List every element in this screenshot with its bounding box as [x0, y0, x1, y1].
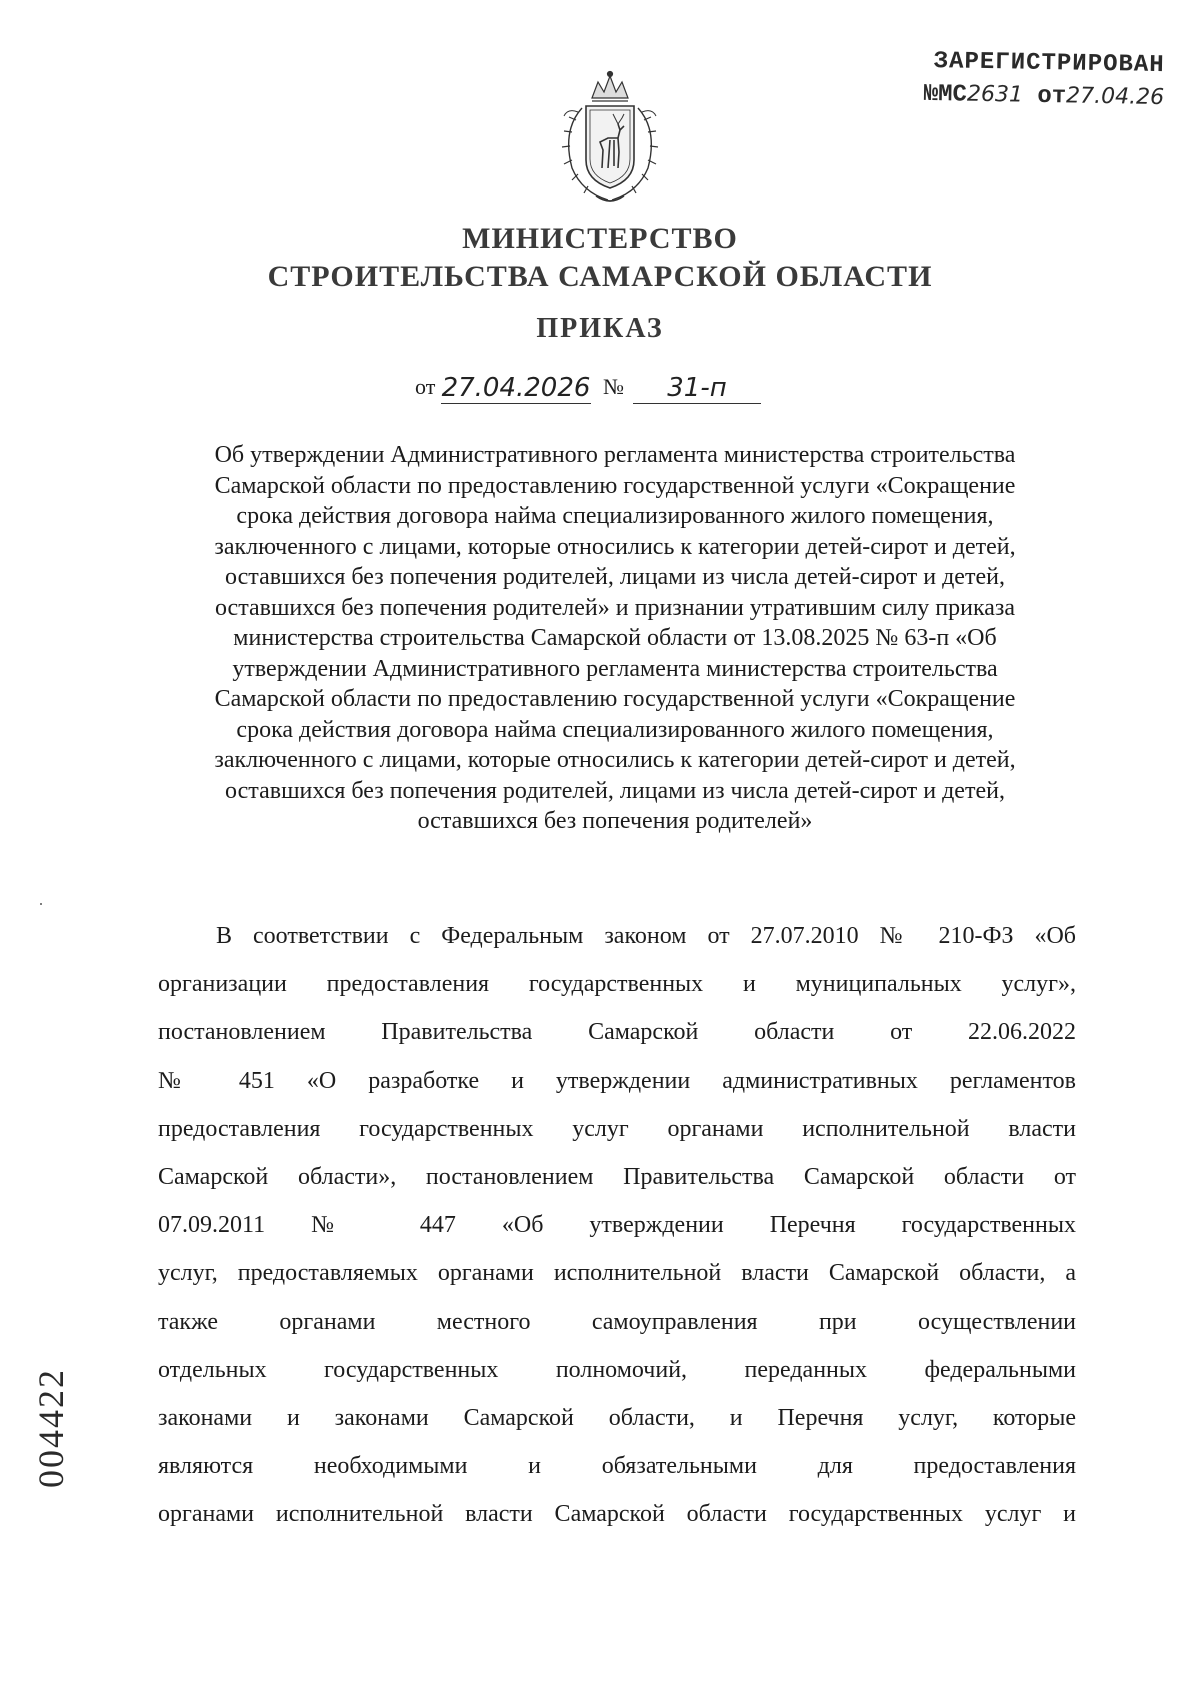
subject-line: срока действия договора найма специализированного жилого помещения,	[236, 716, 994, 743]
order-date: 27.04.2026	[441, 373, 591, 403]
order-date-number-line	[415, 362, 815, 406]
stamp-from: от	[1036, 82, 1066, 111]
body-line: органами исполнительной власти Самарской области государственных услуг и	[158, 1501, 1076, 1528]
body-line: № 451 «О разработке и утверждении административных регламентов	[158, 1067, 1076, 1094]
number-label: №	[603, 374, 624, 399]
order-title: ПРИКАЗ	[536, 313, 664, 344]
body-line: законами и законами Самарской области, и Перечня услуг, которые	[158, 1404, 1076, 1431]
ministry-name	[0, 220, 1200, 296]
body-line: Самарской области», постановлением Правительства Самарской области от	[158, 1163, 1076, 1190]
order-body	[158, 912, 1076, 1538]
subject-line: Об утверждении Административного регламента министерства строительства	[214, 442, 1016, 468]
subject-line: Самарской области по предоставлению государственной услуги «Сокращение	[214, 686, 1016, 712]
date-label: от	[415, 374, 436, 399]
body-line: являются необходимыми и обязательными для предоставления	[158, 1453, 1076, 1480]
subject-line: утверждении Административного регламента министерства строительства	[232, 655, 998, 682]
subject-line: оставшихся без попечения родителей» и признании утратившим силу приказа	[214, 594, 1016, 621]
subject-line: оставшихся без попечения родителей»	[417, 808, 813, 834]
subject-line: срока действия договора найма специализированного жилого помещения,	[236, 503, 994, 529]
subject-line: министерства строительства Самарской области от 13.08.2025 № 63-п «Об	[233, 625, 997, 651]
ministry-line-1: МИНИСТЕРСТВО	[462, 222, 738, 255]
body-line: услуг, предоставляемых органами исполнительной власти Самарской области, а	[158, 1260, 1076, 1287]
body-line: отдельных государственных полномочий, переданных федеральными	[158, 1356, 1076, 1383]
body-line: предоставления государственных услуг органами исполнительной власти	[158, 1115, 1076, 1142]
body-line: 07.09.2011 № 447 «Об утверждении Перечня государственных	[158, 1212, 1076, 1239]
scan-dot	[40, 903, 42, 905]
body-line: также органами местного самоуправления при осуществлении	[158, 1308, 1076, 1335]
registration-stamp	[923, 48, 1164, 112]
subject-line: заключенного с лицами, которые относились к категории детей-сирот и детей,	[214, 533, 1016, 560]
sheet-serial-number: 004422	[31, 1368, 71, 1488]
subject-line: Самарской области по предоставлению государственной услуги «Сокращение	[214, 472, 1016, 499]
ministry-line-2: СТРОИТЕЛЬСТВА САМАРСКОЙ ОБЛАСТИ	[267, 260, 933, 293]
stamp-registered-text: ЗАРЕГИСТРИРОВАН	[933, 48, 1165, 80]
samara-coat-of-arms-icon	[548, 68, 672, 208]
stamp-prefix: №МС	[923, 80, 967, 109]
subject-line: оставшихся без попечения родителей, лицами из числа детей-сирот и детей,	[225, 564, 1005, 590]
order-number: 31-п	[633, 373, 761, 404]
body-line: постановлением Правительства Самарской области от 22.06.2022	[158, 1019, 1076, 1046]
body-line: В соответствии с Федеральным законом от 27.07.2010 № 210-ФЗ «Об	[216, 923, 1076, 949]
stamp-number: 2631	[966, 81, 1023, 108]
subject-line: оставшихся без попечения родителей, лицами из числа детей-сирот и детей,	[225, 777, 1005, 804]
order-subject	[150, 440, 1080, 837]
body-line: организации предоставления государственных и муниципальных услуг»,	[158, 971, 1076, 998]
stamp-number-line	[923, 81, 1164, 112]
subject-line: заключенного с лицами, которые относились к категории детей-сирот и детей,	[214, 747, 1016, 773]
stamp-date: 27.04.26	[1065, 83, 1164, 111]
